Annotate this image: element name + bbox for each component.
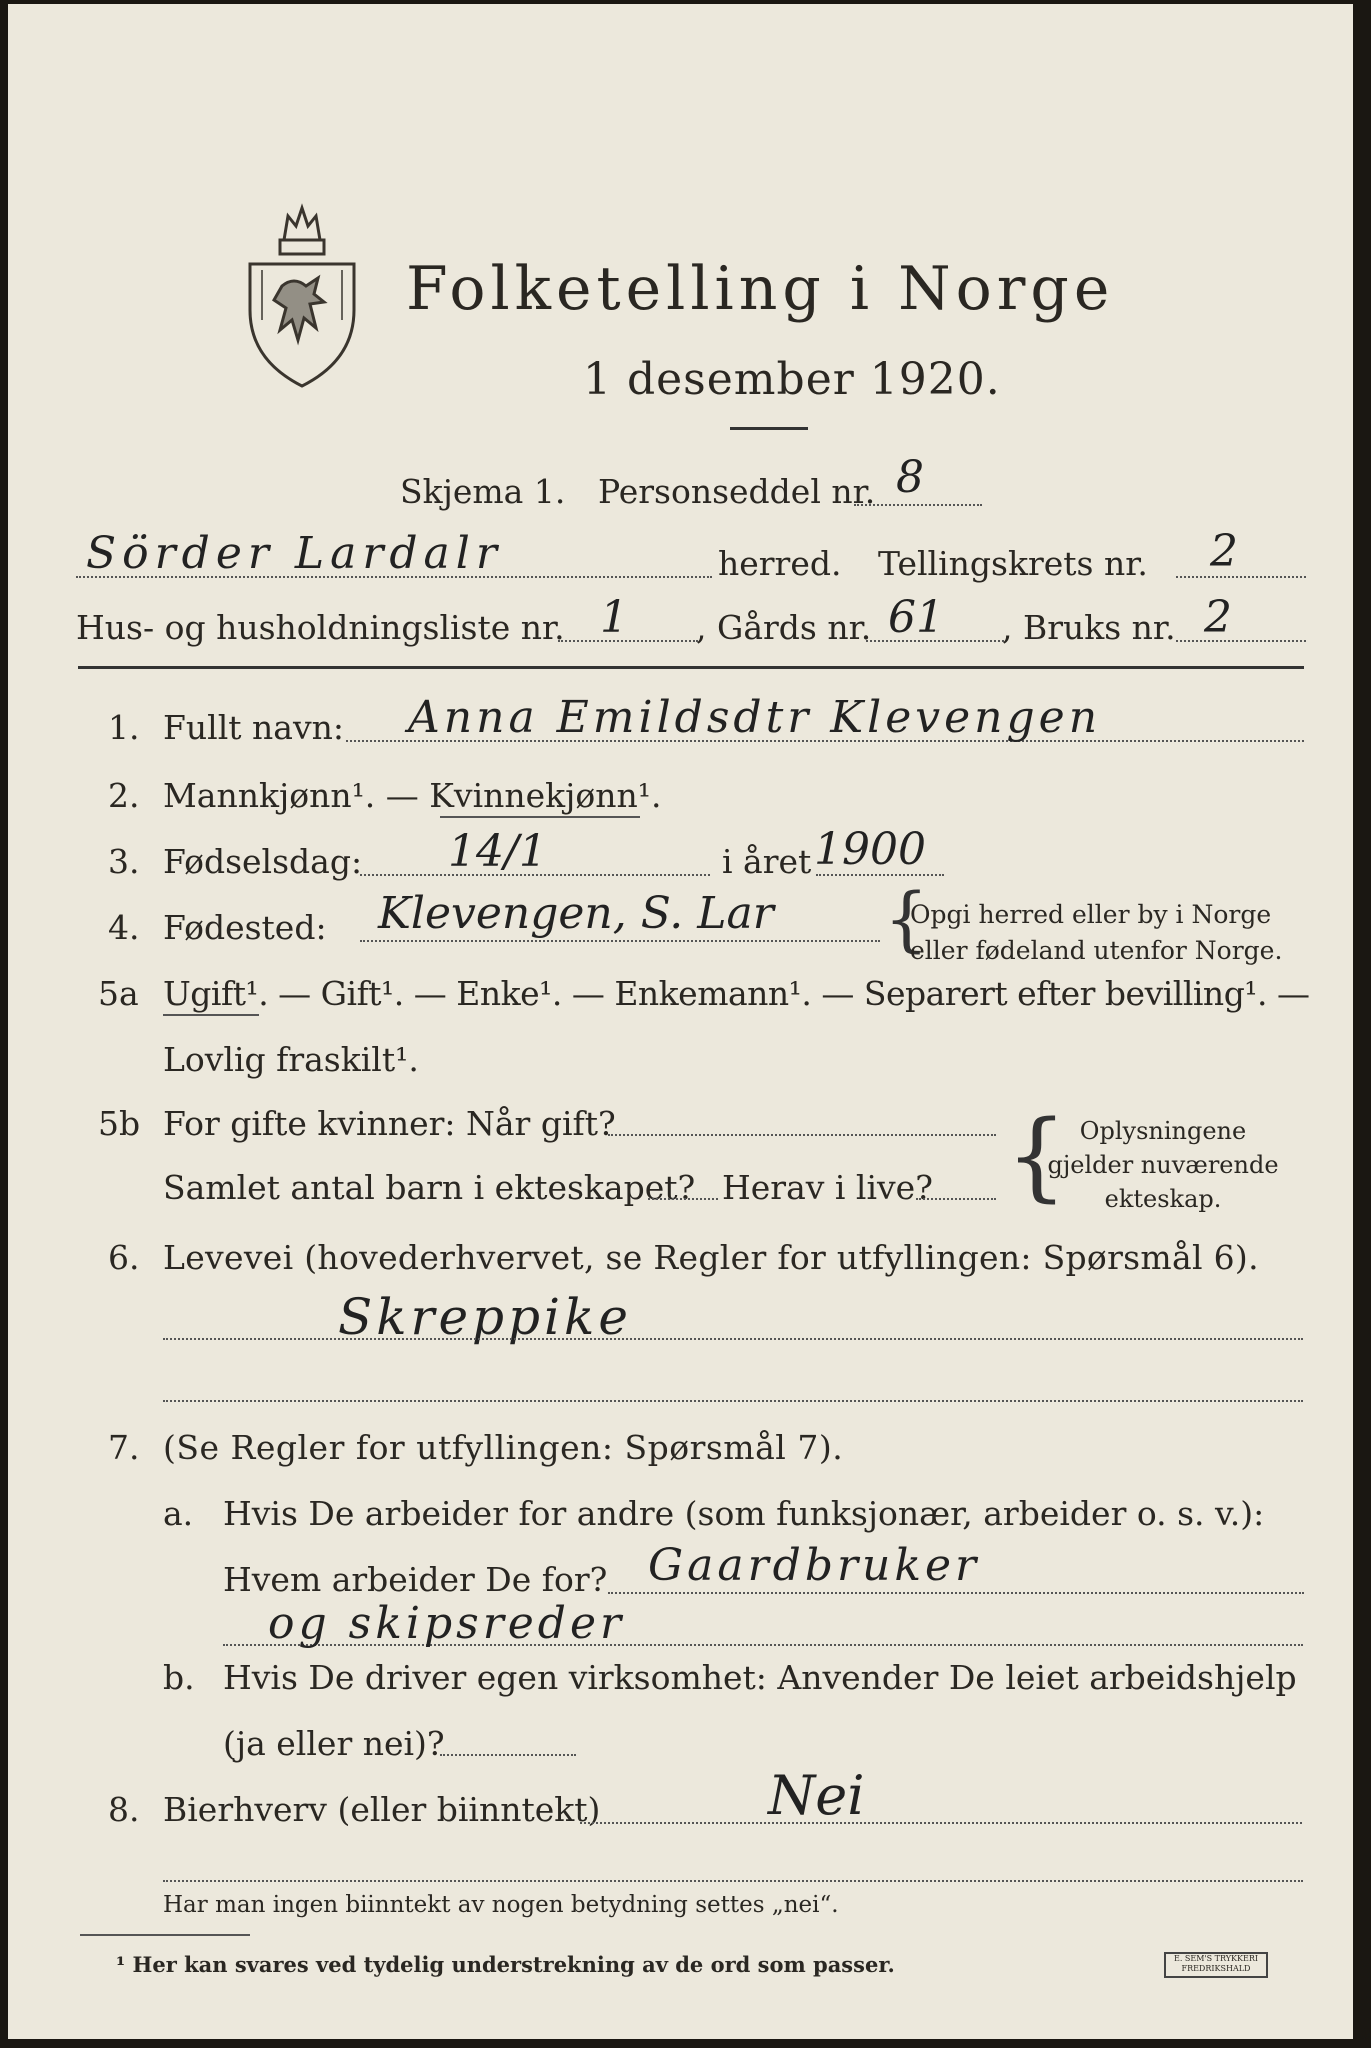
q7a-employer-label: Hvem arbeider De for? (223, 1560, 608, 1599)
q5b-note-line1: Oplysningene (1079, 1117, 1247, 1145)
form-date: 1 desember 1920. (583, 354, 1001, 405)
tellingskrets-value[interactable]: 2 (1210, 526, 1238, 577)
form-title: Folketelling i Norge (406, 254, 1115, 324)
q6-number: 6. (108, 1238, 140, 1277)
personseddel-label: Personseddel nr. (598, 472, 876, 511)
hus-label: Hus- og husholdningsliste nr. (76, 608, 565, 647)
q5b-alive-label: Herav i live? (722, 1168, 933, 1207)
census-form (8, 4, 1353, 2039)
q5a-number: 5a (98, 974, 139, 1013)
q6-label: Levevei (hovederhvervet, se Regler for utfyllingen: Spørsmål 6). (163, 1238, 1259, 1277)
q7b-number: b. (163, 1658, 195, 1697)
footnote-rule (80, 1934, 250, 1936)
bruks-value[interactable]: 2 (1204, 592, 1232, 643)
occupation-value[interactable]: Skreppike (338, 1288, 632, 1346)
q7a-question: Hvis De arbeider for andre (som funksjonær, arbeider o. s. v.): (223, 1494, 1265, 1533)
birthdate-value[interactable]: 14/1 (448, 826, 547, 877)
tellingskrets-label: Tellingskrets nr. (878, 544, 1148, 583)
q1-number: 1. (108, 708, 140, 747)
q5a-options: Ugift¹. — Gift¹. — Enke¹. — Enkemann¹. — Separert efter bevilling¹. — (163, 974, 1310, 1013)
gards-value[interactable]: 61 (888, 592, 944, 643)
personseddel-value[interactable]: 8 (896, 452, 924, 503)
q5b-number: 5b (98, 1104, 141, 1143)
q1-label: Fullt navn: (163, 708, 344, 747)
q5b-children-label: Samlet antal barn i ekteskapet? (163, 1168, 696, 1207)
q4-label: Fødested: (163, 908, 327, 947)
q7-number: 7. (108, 1428, 140, 1467)
q3-number: 3. (108, 842, 140, 881)
q4-note-line2: eller fødeland utenfor Norge. (910, 936, 1283, 965)
coat-of-arms-icon (240, 190, 364, 390)
footer-note: Har man ingen biinntekt av nogen betydning settes „nei“. (163, 1892, 839, 1918)
q5b-note-line2: gjelder nuværende (1047, 1151, 1279, 1179)
ugift-underline (163, 1014, 259, 1016)
year-label: i året (722, 842, 812, 881)
q7b-question: Hvis De driver egen virksomhet: Anvender De leiet arbeidshjelp (223, 1658, 1297, 1697)
q4-number: 4. (108, 908, 140, 947)
skjema-label: Skjema 1. (400, 472, 566, 511)
q7b-yes-no-label: (ja eller nei)? (223, 1724, 445, 1763)
q4-note-brace: { (884, 878, 929, 960)
header-rule (78, 666, 1304, 669)
bruks-label: , Bruks nr. (1002, 608, 1176, 647)
employer-value-line1[interactable]: Gaardbruker (648, 1540, 981, 1591)
gards-label: , Gårds nr. (696, 608, 872, 647)
birthplace-value[interactable]: Klevengen, S. Lar (378, 888, 774, 939)
q5b-married-when: For gifte kvinner: Når gift? (163, 1104, 616, 1143)
hus-value[interactable]: 1 (600, 592, 628, 643)
full-name-value[interactable]: Anna Emildsdtr Klevengen (408, 692, 1102, 743)
secondary-income-value[interactable]: Nei (768, 1764, 865, 1827)
herred-value[interactable]: Sörder Lardalr (86, 528, 503, 579)
q5b-note-brace: { (1006, 1100, 1068, 1212)
printer-stamp: E. SEM'S TRYKKERI FREDRIKSHALD (1164, 1952, 1268, 1978)
q4-note-line1: Opgi herred eller by i Norge (910, 900, 1272, 929)
kvinnekjonn-underline (440, 816, 640, 818)
q2-label: Mannkjønn¹. — Kvinnekjønn¹. (163, 776, 662, 815)
q3-label: Fødselsdag: (163, 842, 363, 881)
q2-number: 2. (108, 776, 140, 815)
q5b-note-line3: ekteskap. (1104, 1185, 1222, 1213)
footnote: ¹ Her kan svares ved tydelig understrekning av de ord som passer. (116, 1952, 895, 1977)
q7-label: (Se Regler for utfyllingen: Spørsmål 7). (163, 1428, 844, 1467)
q8-number: 8. (108, 1790, 140, 1829)
title-divider (730, 427, 808, 430)
q5a-options-line2: Lovlig fraskilt¹. (163, 1040, 419, 1079)
employer-value-line2[interactable]: og skipsreder (268, 1598, 626, 1649)
herred-label: herred. (718, 544, 842, 583)
birthyear-value[interactable]: 1900 (814, 824, 926, 875)
q7a-number: a. (163, 1494, 194, 1533)
q8-label: Bierhverv (eller biinntekt) (163, 1790, 601, 1829)
